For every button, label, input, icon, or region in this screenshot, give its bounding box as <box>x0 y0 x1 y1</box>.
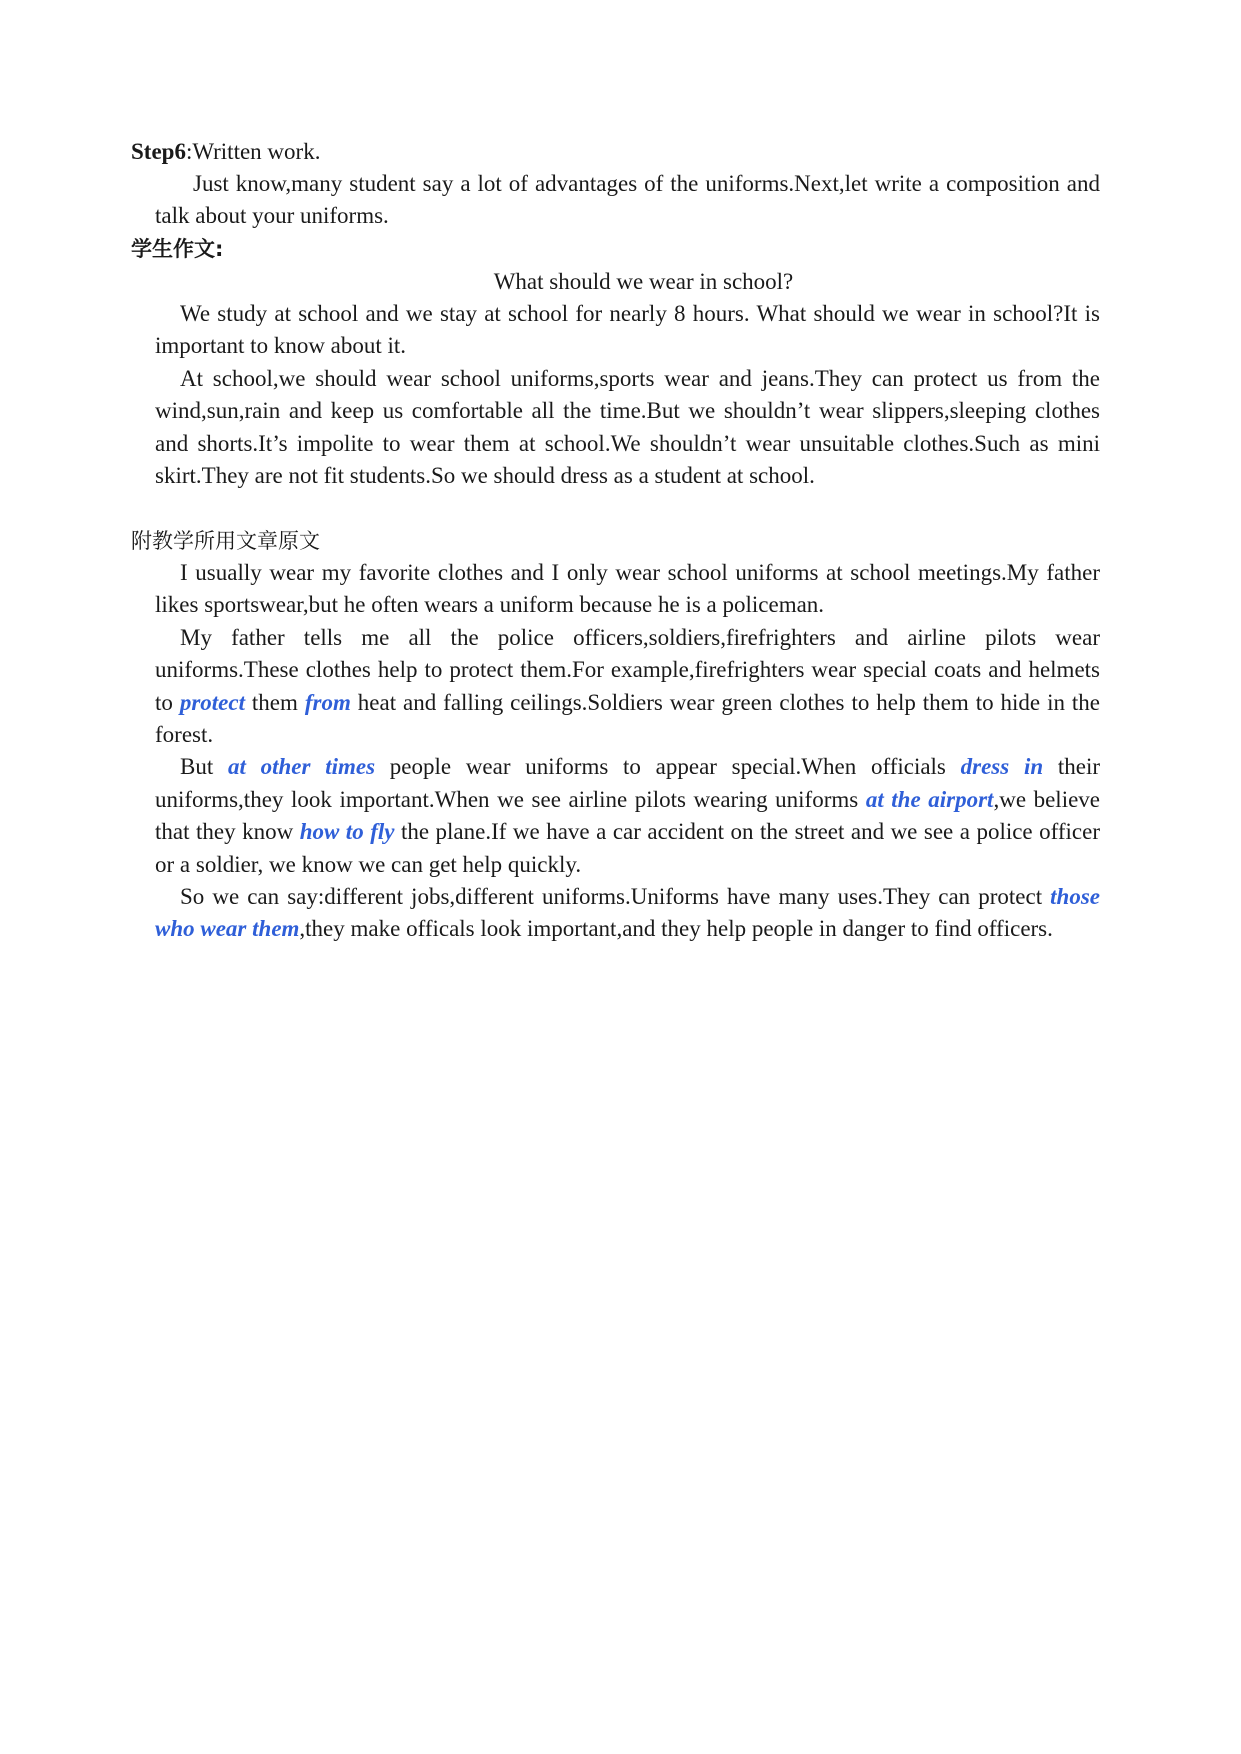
text-run: So we can say:different jobs,different uniforms.Uniforms have many uses.They can protect <box>180 884 1051 910</box>
highlighted-phrase: from <box>304 689 351 715</box>
original-paragraph-2 <box>155 622 1100 752</box>
step-label: Step6 <box>131 139 186 164</box>
original-paragraph-3 <box>155 751 1100 881</box>
text-run: My father tells me all the police officers,soldiers,firefrighters and airline pilots wear uniforms.These clothes help to protect them.For example,firefrighters wear special coats and helmets to <box>155 624 1100 715</box>
highlighted-phrase: at other times <box>227 754 376 780</box>
original-paragraph-4 <box>155 881 1100 946</box>
highlighted-phrase: protect <box>179 689 245 715</box>
text-run: heat and falling ceilings.Soldiers wear green clothes to help them to hide in the forest. <box>155 689 1100 748</box>
essay-body <box>155 298 1100 492</box>
text-run: people wear uniforms to appear special.When officials <box>375 754 961 780</box>
highlighted-phrase: dress in <box>960 754 1044 780</box>
text-run: ,we believe that they know <box>155 786 1101 845</box>
text-run: their uniforms,they look important.When we see airline pilots wearing uniforms <box>155 754 1101 812</box>
original-text-heading-text: 附教学所用文章原文 <box>131 529 320 553</box>
highlighted-phrase: how to fly <box>299 819 395 845</box>
student-essay-heading-text: 学生作文: <box>131 237 224 261</box>
original-paragraph-1: I usually wear my favorite clothes and I only wear school uniforms at school meetings.My father likes sportswear,but he often wears a uniform because he is a policeman. <box>155 560 1100 618</box>
highlighted-phrase: those who wear them <box>155 884 1100 942</box>
essay-paragraph-1: We study at school and we stay at school for nearly 8 hours. What should we wear in school?It is important to know about it. <box>155 301 1100 359</box>
essay-title: What should we wear in school? <box>493 269 794 294</box>
text-run: them <box>244 689 305 715</box>
step-heading <box>131 136 1111 168</box>
text-run: But <box>180 754 228 780</box>
original-body <box>155 557 1100 946</box>
text-run: ,they make officals look important,and they help people in danger to find officers. <box>299 916 1053 942</box>
original-text-heading <box>131 525 1111 557</box>
intro-paragraph: Just know,many student say a lot of advantages of the uniforms.Next,let write a composition and talk about your uniforms. <box>155 171 1100 229</box>
intro-block <box>155 168 1100 233</box>
student-essay-heading <box>131 233 1111 265</box>
essay-paragraph-2: At school,we should wear school uniforms,sports wear and jeans.They can protect us from the wind,sun,rain and keep us comfortable all the time.But we shouldn’t wear slippers,sleeping clothes and shorts.It’s impolite to wear them at school.We shouldn’t wear unsuitable clothes.Such as mini skirt.They are not fit students.So we should dress as a student at school. <box>155 365 1100 489</box>
text-run: the plane.If we have a car accident on the street and we see a police officer or a soldier, we know we can get help quickly. <box>155 819 1101 877</box>
highlighted-phrase: at the airport <box>865 786 994 812</box>
step-title: :Written work. <box>185 139 321 164</box>
